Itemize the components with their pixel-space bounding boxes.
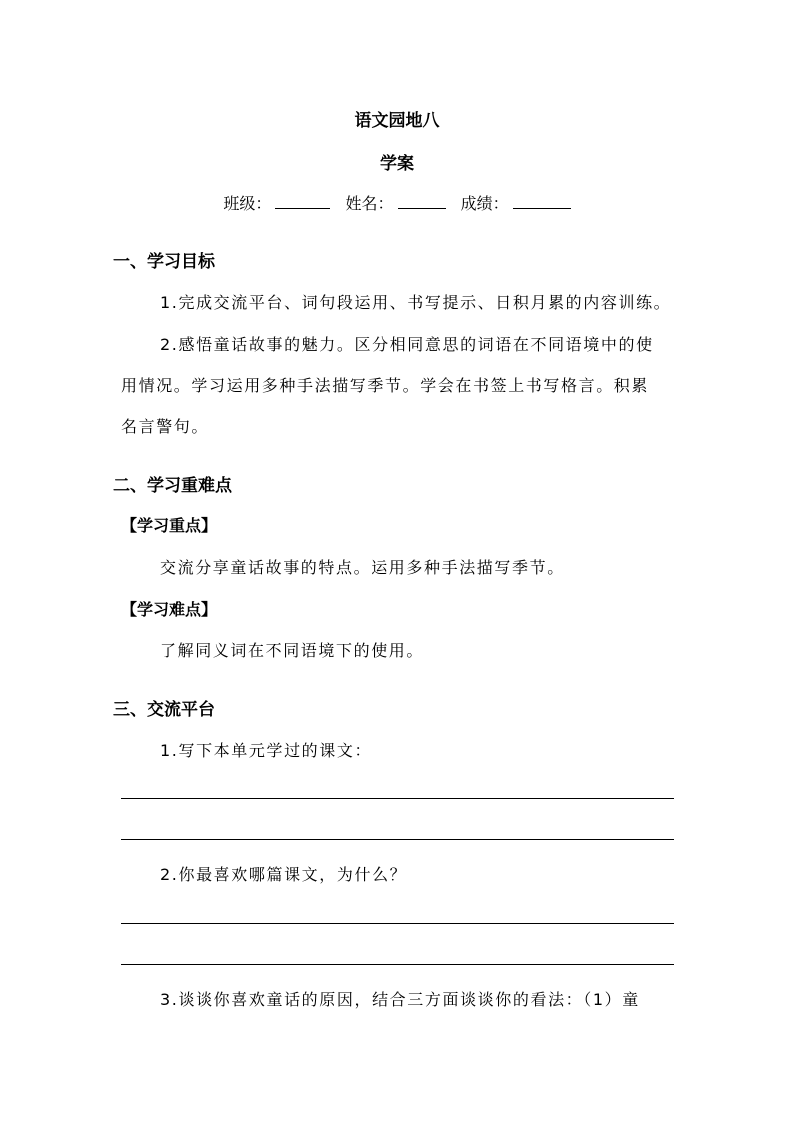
score-label: 成绩： [460,194,509,213]
section2-heading: 二、学习重难点 [113,476,232,496]
class-label: 班级： [223,194,272,213]
student-info-row [0,191,794,214]
key-points-text: 交流分享童话故事的特点。运用多种手法描写季节。 [160,558,565,577]
section1-item1: 1.完成交流平台、词句段运用、书写提示、日积月累的内容训练。 [160,293,672,312]
answer-line-1a[interactable] [121,798,674,799]
section1-item2-line3: 名言警句。 [121,417,210,436]
key-points-label: 【学习重点】 [121,516,218,535]
question-1: 1.写下本单元学过的课文： [160,741,373,760]
question-2: 2.你最喜欢哪篇课文，为什么？ [160,865,408,884]
section1-item2-line1: 2.感悟童话故事的魅力。区分相同意思的词语在不同语境中的使 [160,335,654,354]
answer-line-2b[interactable] [121,964,674,965]
name-blank[interactable] [398,194,446,209]
page-title: 语文园地八 [354,111,440,131]
question-3: 3.谈谈你喜欢童话的原因，结合三方面谈谈你的看法：（1）童 [160,990,640,1009]
answer-line-1b[interactable] [121,839,674,840]
section1-item2-line2: 用情况。学习运用多种手法描写季节。学会在书签上书写格言。积累 [121,376,650,395]
section1-heading: 一、学习目标 [113,252,215,272]
difficulty-label: 【学习难点】 [121,600,218,619]
difficulty-text: 了解同义词在不同语境下的使用。 [160,641,425,660]
page-subtitle: 学案 [380,154,414,174]
name-label: 姓名： [345,194,394,213]
section3-heading: 三、交流平台 [113,700,215,720]
class-blank[interactable] [275,194,330,209]
answer-line-2a[interactable] [121,923,674,924]
score-blank[interactable] [513,194,571,209]
